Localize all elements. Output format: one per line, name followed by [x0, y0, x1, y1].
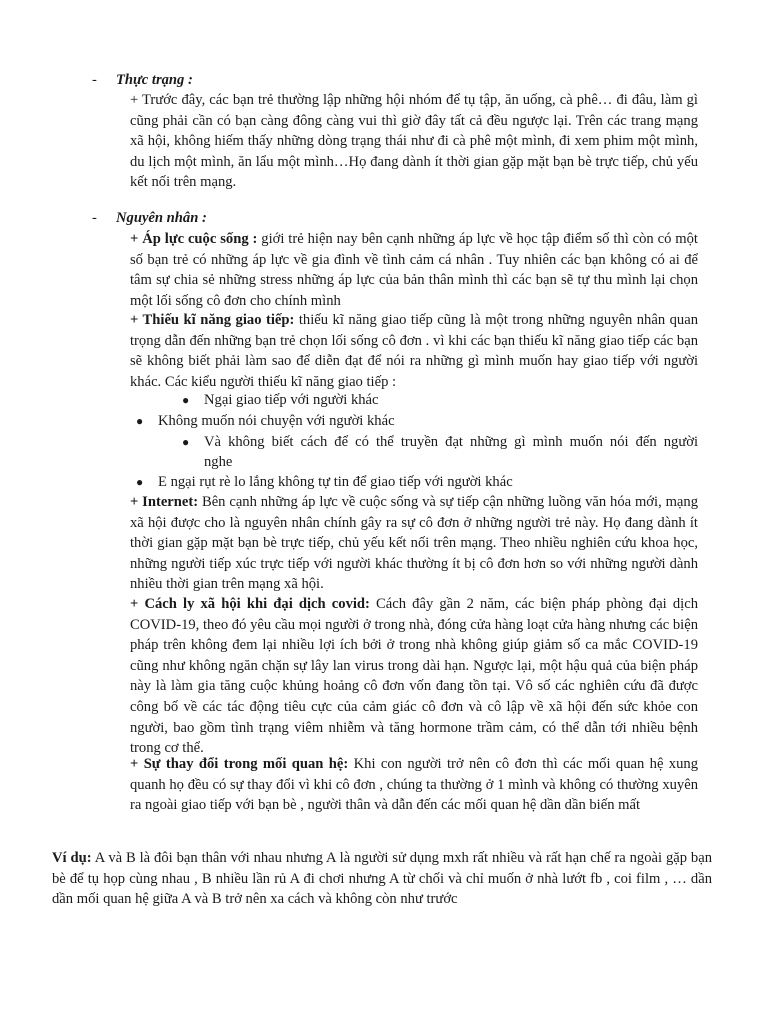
cause-internet-text: Bên cạnh những áp lực về cuộc sống và sự tiếp cận những luồng văn hóa mới, mạng xã hội được cho là nguyên nhân chính gây ra sự cô đơn ở những người trẻ này. Họ đang dành ít thời gian gặp mặt bạn bè trực tiếp, chủ yếu kết nối trên mạng. Theo nhiều nghiên cứu khoa học, những người tiếp xúc trực tiếp với người khác thường ít bị cô đơn hơn so với những người dành nhiều thời gian trên mạng xã hội. [130, 494, 699, 593]
bullet-icon: ● [136, 475, 144, 489]
cause-internet [130, 492, 698, 595]
bullet-icon: ● [136, 414, 144, 428]
example-paragraph [52, 848, 712, 910]
list-item-text: nghe [204, 454, 233, 470]
section-status-heading: Thực trạng : [116, 72, 193, 88]
list-dash: - [92, 72, 97, 88]
list-item-text: Không muốn nói chuyện với người khác [158, 413, 395, 429]
cause-communication-skills [130, 310, 698, 392]
cause-communication-skills-text: thiếu kĩ năng giao tiếp cũng là một trong những nguyên nhân quan trọng dẫn đến những bạn trẻ chọn lối sống cô đơn . vì khi các bạn thiếu kĩ năng giao tiếp các bạn sẽ không biết phải làm sao để diễn đạt để nói ra những gì mình muốn hay giao tiếp với người khác. Các kiểu người thiếu kĩ năng giao tiếp : [130, 312, 698, 390]
cause-communication-skills-label: + Thiếu kĩ năng giao tiếp: [130, 312, 295, 328]
cause-life-pressure-label: + Áp lực cuộc sống : [130, 231, 258, 247]
cause-relationship-change-text: Khi con người trở nên cô đơn thì các mối quan hệ xung quanh họ đều có sự thay đổi vì khi cô đơn , chúng ta thường ở 1 mình và không có thường xuyên ra ngoài giao tiếp với bạn bè , người thân và dẫn đến các mối quan hệ dần dần biến mất [130, 756, 698, 814]
bullet-icon: ● [182, 435, 190, 449]
cause-internet-label: + Internet: [130, 494, 199, 510]
section-causes-heading: Nguyên nhân : [116, 210, 207, 226]
bullet-icon: ● [182, 393, 190, 407]
cause-life-pressure-text: giới trẻ hiện nay bên cạnh những áp lực về học tập điểm số thì còn có một số bạn trẻ có những áp lực về gia đình về tình cảm cá nhân . Tuy nhiên các bạn không có ai để tâm sự chia sẻ những stress những áp lực của bản thân mình thì các bạn sẽ tự thu mình lại chọn một lối sống cô đơn cho chính mình [130, 231, 698, 309]
cause-covid-isolation-text: Cách đây gần 2 năm, các biện pháp phòng đại dịch COVID-19, theo đó yêu cầu mọi người ở trong nhà, đóng cửa hàng loạt cửa hàng nhưng các biện pháp trên không đem lại nhiều lợi ích bởi ở trong nhà không giúp giảm số ca mắc COVID-19 cũng như không ngăn chặn sự lây lan virus trong dài hạn. Ngược lại, một hậu quả của biện pháp này là làm gia tăng cuộc khủng hoảng cô đơn vốn đang tồn tại. Vô số các nghiên cứu đã được công bố về các tác động tiêu cực của cảm giác cô đơn và cô lập về xã hội đến sức khỏe con người, bao gồm tình trạng viêm nhiễm và tăng hormone trầm cảm, có thể dẫn tới nhiều bệnh trong cơ thể. [130, 596, 699, 757]
list-dash: - [92, 210, 97, 226]
section-status-paragraph: + Trước đây, các bạn trẻ thường lập những hội nhóm để tụ tập, ăn uống, cà phê… đi đâu, làm gì cũng phải cần có bạn càng đông càng vui thì giờ đây tất cả đều ngược lại. Trên các trang mạng xã hội, không hiếm thấy những dòng trạng thái như đi cà phê một mình, đi xem phim một mình, du lịch một mình, ăn lẩu một mình…Họ đang dành ít thời gian gặp mặt bạn bè trực tiếp, chủ yếu kết nối trên mạng. [130, 92, 698, 191]
list-item-text: E ngại rụt rè lo lắng không tự tin để giao tiếp với người khác [158, 474, 513, 490]
cause-life-pressure [130, 229, 698, 311]
cause-covid-isolation [130, 594, 698, 759]
cause-covid-isolation-label: + Cách ly xã hội khi đại dịch covid: [130, 596, 370, 612]
list-item-text: Và không biết cách để có thể truyền đạt những gì mình muốn nói đến người [204, 434, 698, 450]
example-label: Ví dụ: [52, 850, 92, 866]
cause-relationship-change-label: + Sự thay đổi trong mối quan hệ: [130, 756, 349, 772]
cause-relationship-change [130, 754, 698, 816]
example-text: A và B là đôi bạn thân với nhau nhưng A là người sử dụng mxh rất nhiều và rất hạn chế ra ngoài gặp bạn bè để tụ họp cùng nhau , B nhiều lần rủ A đi chơi nhưng A từ chối và chỉ muốn ở nhà lướt fb , coi film , … dần dần mối quan hệ giữa A và B trở nên xa cách và không còn như trước [52, 850, 712, 908]
list-item-text: Ngại giao tiếp với người khác [204, 392, 379, 408]
